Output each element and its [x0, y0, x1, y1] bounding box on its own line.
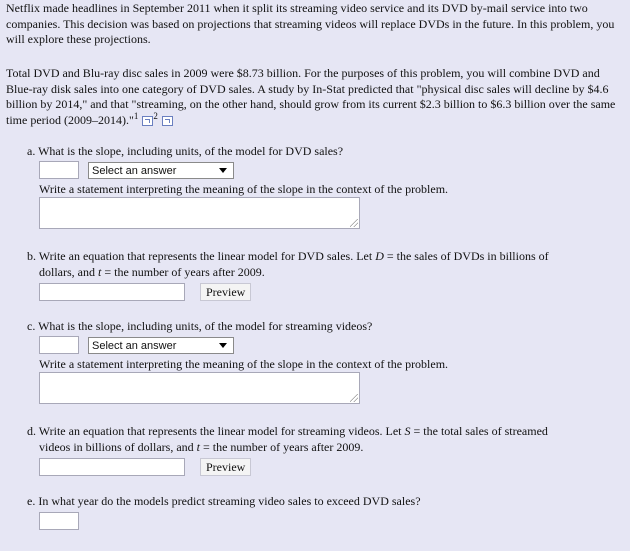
intro-text-2: Total DVD and Blu-ray disc sales in 2009 were $8.73 billion. For the purposes of this problem, you will combine DVD and Blue-ray disk sales into one category of DVD sales. A study by In-Stat predicted that "physical disc sales will decline by $4.6 billion by 2014," and that "streaming, on the other hand, should grow from its current $2.3 billion to $6.3 billion over the same time period (2009–2014)." [6, 66, 616, 127]
slope-input-c[interactable] [39, 336, 79, 354]
question-d-text-4: = the number of years after 2009. [200, 440, 364, 454]
units-select-c[interactable] [88, 337, 234, 354]
variable-s: S [404, 424, 411, 438]
external-link-icon[interactable] [162, 116, 173, 126]
question-d-prompt-line2 [39, 440, 363, 455]
statement-textarea-c[interactable] [39, 372, 360, 404]
equation-input-b[interactable] [39, 283, 185, 301]
intro-text-1: Netflix made headlines in September 2011 when it split its streaming video service and its DVD by-mail service into two companies. This decision was based on projections that streaming videos will replace DVDs in the future. In this problem, you will explore these projections. [6, 1, 615, 46]
external-link-icon[interactable] [142, 116, 153, 126]
footnote-ref-2[interactable]: 2 [153, 110, 158, 121]
year-input-e[interactable] [39, 512, 79, 530]
question-b-text-4: = the number of years after 2009. [101, 265, 265, 279]
units-select-a-value: Select an answer [92, 165, 177, 177]
intro-paragraph-1 [6, 1, 622, 48]
preview-button-b[interactable]: Preview [200, 283, 251, 301]
question-d-text-3: videos in billions of dollars, and [39, 440, 197, 454]
preview-button-d[interactable]: Preview [200, 458, 251, 476]
chevron-down-icon [219, 343, 227, 348]
question-d-text-1: d. Write an equation that represents the linear model for streaming videos. Let [27, 424, 405, 438]
statement-textarea-a[interactable] [39, 197, 360, 229]
footnote-ref-1[interactable]: 1 [133, 110, 139, 121]
equation-input-d[interactable] [39, 458, 185, 476]
question-b-text-2: = the sales of DVDs in billions of [383, 249, 549, 263]
question-b-prompt [27, 249, 549, 265]
question-b-text-3: dollars, and [39, 265, 98, 279]
question-a-prompt: a. What is the slope, including units, of the model for DVD sales? [27, 144, 344, 158]
resize-grip-icon[interactable] [350, 219, 358, 227]
units-select-c-value: Select an answer [92, 340, 177, 352]
intro-paragraph-2 [6, 66, 622, 128]
variable-t: t [98, 265, 102, 279]
question-e-prompt: e. In what year do the models predict streaming video sales to exceed DVD sales? [27, 494, 421, 508]
question-a-statement-label: Write a statement interpreting the meaning of the slope in the context of the problem. [39, 182, 449, 196]
question-c-prompt: c. What is the slope, including units, of the model for streaming videos? [27, 319, 373, 333]
resize-grip-icon[interactable] [350, 394, 358, 402]
chevron-down-icon [219, 168, 227, 173]
units-select-a[interactable] [88, 162, 234, 179]
slope-input-a[interactable] [39, 161, 79, 179]
question-b-text-1: b. Write an equation that represents the linear model for DVD sales. Let [27, 249, 376, 263]
variable-d: D [375, 249, 384, 263]
question-c-statement-label: Write a statement interpreting the meaning of the slope in the context of the problem. [39, 357, 449, 371]
question-d-prompt [27, 424, 548, 440]
question-b-prompt-line2 [39, 265, 265, 280]
variable-t: t [196, 440, 200, 454]
question-d-text-2: = the total sales of streamed [410, 424, 548, 438]
